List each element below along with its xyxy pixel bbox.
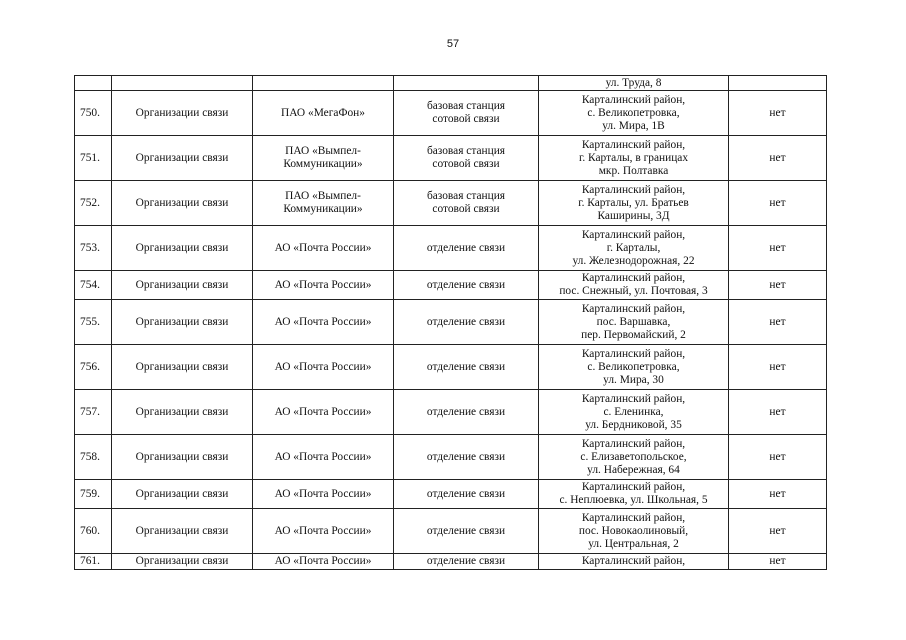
address-line: ул. Бердниковой, 35	[585, 418, 682, 431]
row-number-cell: 758.	[75, 435, 112, 480]
address-line: ул. Мира, 1В	[602, 119, 665, 132]
category-cell: Организации связи	[112, 91, 253, 136]
category-cell: Организации связи	[112, 435, 253, 480]
address-line: мкр. Полтавка	[598, 164, 669, 177]
organization-cell	[253, 226, 394, 271]
category-cell: Организации связи	[112, 509, 253, 554]
organization-line: АО «Почта России»	[274, 450, 372, 463]
object-type-cell	[394, 509, 539, 554]
object-type-line: отделение связи	[426, 524, 506, 537]
address-line: Карталинский район,	[581, 555, 686, 567]
organization-line: Коммуникации»	[283, 158, 363, 170]
table-row	[75, 181, 827, 226]
category-cell: Организации связи	[112, 300, 253, 345]
row-number-cell: 759.	[75, 480, 112, 509]
address-line: Карталинский район,	[581, 183, 686, 196]
category-cell: Организации связи	[112, 480, 253, 509]
page-number: 57	[446, 38, 460, 50]
table-row	[75, 300, 827, 345]
object-type-line: сотовой связи	[432, 158, 500, 170]
organization-cell	[253, 480, 394, 509]
organization-line: АО «Почта России»	[274, 360, 372, 373]
address-line: пер. Первомайский, 2	[581, 328, 686, 341]
address-cell	[539, 91, 729, 136]
organization-cell	[253, 345, 394, 390]
organization-cell	[253, 390, 394, 435]
organization-cell	[253, 554, 394, 570]
row-number-cell: 757.	[75, 390, 112, 435]
address-line: с. Неплюевка, ул. Школьная, 5	[559, 494, 708, 506]
table-row	[75, 91, 827, 136]
address-line: с. Еленинка,	[603, 405, 664, 418]
object-type-line: отделение связи	[426, 487, 506, 500]
organization-line: ПАО «Вымпел-	[285, 145, 361, 157]
address-line: пос. Новокаолиновый,	[578, 524, 689, 537]
organization-cell	[253, 435, 394, 480]
address-cell	[539, 390, 729, 435]
table-row	[75, 136, 827, 181]
table-row	[75, 226, 827, 271]
object-type-cell	[394, 226, 539, 271]
object-type-cell	[394, 435, 539, 480]
object-type-cell	[394, 181, 539, 226]
address-line: Карталинский район,	[581, 437, 686, 450]
organization-cell	[253, 76, 394, 91]
address-line: Карталинский район,	[581, 302, 686, 315]
row-number-cell: 754.	[75, 271, 112, 300]
organization-line: ПАО «Вымпел-	[285, 190, 361, 202]
object-type-line: базовая станция	[426, 145, 506, 157]
object-type-cell	[394, 480, 539, 509]
address-line: с. Великопетровка,	[587, 106, 680, 119]
object-type-cell	[394, 91, 539, 136]
flag-cell: нет	[729, 226, 827, 271]
address-line: ул. Набережная, 64	[587, 463, 680, 476]
address-line: Карталинский район,	[581, 93, 686, 106]
address-line: пос. Снежный, ул. Почтовая, 3	[559, 285, 708, 297]
table-row	[75, 271, 827, 300]
row-number-cell: 751.	[75, 136, 112, 181]
row-number-cell: 761.	[75, 554, 112, 570]
organization-cell	[253, 271, 394, 300]
address-cell	[539, 226, 729, 271]
table-row	[75, 509, 827, 554]
registry-table	[74, 75, 827, 570]
address-line: Карталинский район,	[581, 481, 686, 493]
category-cell: Организации связи	[112, 390, 253, 435]
object-type-cell	[394, 136, 539, 181]
flag-cell: нет	[729, 91, 827, 136]
address-cell	[539, 76, 729, 91]
row-number-cell: 756.	[75, 345, 112, 390]
row-number-cell: 760.	[75, 509, 112, 554]
organization-line: АО «Почта России»	[274, 241, 372, 254]
address-line: г. Карталы,	[606, 241, 661, 254]
object-type-line: отделение связи	[426, 278, 506, 291]
address-line: ул. Труда, 8	[605, 76, 662, 89]
object-type-line: отделение связи	[426, 405, 506, 418]
object-type-cell	[394, 76, 539, 91]
organization-cell	[253, 509, 394, 554]
category-cell: Организации связи	[112, 345, 253, 390]
flag-cell: нет	[729, 136, 827, 181]
address-line: с. Елизаветопольское,	[580, 450, 687, 463]
address-line: пос. Варшавка,	[596, 315, 671, 328]
organization-line: АО «Почта России»	[274, 487, 372, 500]
object-type-line: отделение связи	[426, 555, 506, 567]
address-cell	[539, 181, 729, 226]
address-line: Карталинский район,	[581, 511, 686, 524]
category-cell: Организации связи	[112, 181, 253, 226]
flag-cell: нет	[729, 271, 827, 300]
row-number-cell: 750.	[75, 91, 112, 136]
address-line: Карталинский район,	[581, 392, 686, 405]
flag-cell: нет	[729, 300, 827, 345]
registry-table-body	[75, 76, 827, 570]
organization-cell	[253, 181, 394, 226]
address-line: Карталинский район,	[581, 228, 686, 241]
flag-cell: нет	[729, 181, 827, 226]
address-cell	[539, 554, 729, 570]
organization-line: АО «Почта России»	[274, 405, 372, 418]
object-type-line: базовая станция	[426, 100, 506, 112]
table-row	[75, 435, 827, 480]
address-line: г. Карталы, ул. Братьев	[578, 196, 689, 209]
organization-line: АО «Почта России»	[274, 278, 372, 291]
address-cell	[539, 300, 729, 345]
object-type-cell	[394, 554, 539, 570]
address-line: Карталинский район,	[581, 347, 686, 360]
row-number-cell: 752.	[75, 181, 112, 226]
object-type-line: отделение связи	[426, 241, 506, 254]
object-type-line: отделение связи	[426, 450, 506, 463]
flag-cell: нет	[729, 435, 827, 480]
organization-cell	[253, 300, 394, 345]
row-number-cell	[75, 76, 112, 91]
address-cell	[539, 480, 729, 509]
object-type-line: базовая станция	[426, 190, 506, 202]
flag-cell: нет	[729, 509, 827, 554]
object-type-line: отделение связи	[426, 360, 506, 373]
flag-cell: нет	[729, 345, 827, 390]
address-line: ул. Центральная, 2	[588, 537, 679, 550]
address-line: г. Карталы, в границах	[578, 151, 689, 164]
object-type-line: отделение связи	[426, 315, 506, 328]
category-cell: Организации связи	[112, 554, 253, 570]
organization-line: АО «Почта России»	[274, 524, 372, 537]
address-line: ул. Мира, 30	[603, 373, 664, 386]
address-line: с. Великопетровка,	[587, 360, 680, 373]
row-number-cell: 755.	[75, 300, 112, 345]
table-row	[75, 390, 827, 435]
address-cell	[539, 509, 729, 554]
organization-cell	[253, 136, 394, 181]
object-type-cell	[394, 300, 539, 345]
address-cell	[539, 271, 729, 300]
object-type-cell	[394, 271, 539, 300]
organization-line: АО «Почта России»	[274, 555, 372, 567]
organization-line: Коммуникации»	[283, 203, 363, 215]
category-cell: Организации связи	[112, 271, 253, 300]
category-cell: Организации связи	[112, 136, 253, 181]
row-number-cell: 753.	[75, 226, 112, 271]
category-cell	[112, 76, 253, 91]
organization-cell	[253, 91, 394, 136]
object-type-line: сотовой связи	[432, 113, 500, 125]
address-line: Каширины, 3Д	[597, 209, 670, 222]
category-cell: Организации связи	[112, 226, 253, 271]
flag-cell: нет	[729, 390, 827, 435]
flag-cell	[729, 76, 827, 91]
object-type-cell	[394, 390, 539, 435]
object-type-line: сотовой связи	[432, 203, 500, 215]
address-line: Карталинский район,	[581, 138, 686, 151]
address-line: ул. Железнодорожная, 22	[572, 254, 695, 267]
flag-cell: нет	[729, 554, 827, 570]
object-type-cell	[394, 345, 539, 390]
table-row	[75, 480, 827, 509]
organization-line: ПАО «МегаФон»	[281, 106, 365, 119]
address-line: Карталинский район,	[581, 272, 686, 284]
address-cell	[539, 435, 729, 480]
table-row	[75, 345, 827, 390]
address-cell	[539, 136, 729, 181]
organization-line: АО «Почта России»	[274, 315, 372, 328]
address-cell	[539, 345, 729, 390]
table-row	[75, 554, 827, 570]
flag-cell: нет	[729, 480, 827, 509]
table-row	[75, 76, 827, 91]
